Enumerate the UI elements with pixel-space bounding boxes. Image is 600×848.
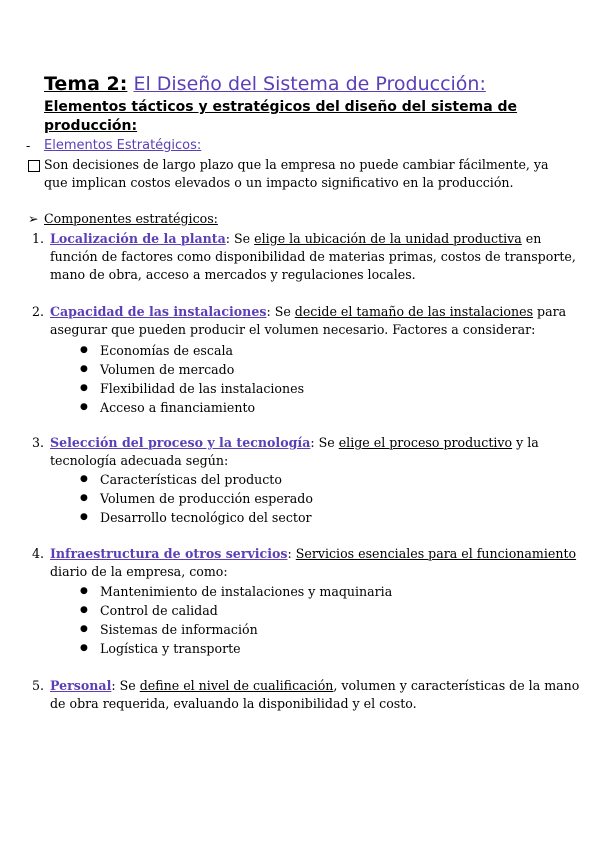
item-title-link[interactable]: Personal <box>50 678 112 693</box>
title-tema: Tema 2: <box>44 73 128 95</box>
list-item: ● Características del producto <box>80 470 313 489</box>
item-number: 2. <box>32 304 45 319</box>
list-item: ● Volumen de producción esperado <box>80 489 313 508</box>
item-number: 5. <box>32 678 45 693</box>
item-text: : Se <box>111 678 140 693</box>
list-item: ● Mantenimiento de instalaciones y maquinaria <box>80 582 392 601</box>
list-item: ● Volumen de mercado <box>80 360 304 379</box>
list-item-localizacion <box>50 230 586 284</box>
item-title-link[interactable]: Capacidad de las instalaciones <box>50 304 267 319</box>
item-number: 3. <box>32 435 45 450</box>
page-title <box>44 72 486 96</box>
item-number: 1. <box>32 231 45 246</box>
item-text: en función de factores como disponibilidad de materias primas, costos de transporte, mano de obra, acceso a mercados y regulaciones locales. <box>50 231 576 282</box>
list-item: ● Acceso a financiamiento <box>80 398 304 417</box>
title-link[interactable]: El Diseño del Sistema de Producción: <box>133 73 486 95</box>
item-text: y la tecnología adecuada según: <box>50 435 539 468</box>
item-key-phrase: elige el proceso productivo <box>338 435 513 450</box>
item-key-phrase: define el nivel de cualificación <box>139 678 334 693</box>
item-text: : Se <box>310 435 339 450</box>
item-text: para asegurar que pueden producir el volumen necesario. Factores a considerar: <box>50 304 567 337</box>
item-text: : Se <box>225 231 255 246</box>
arrow-bullet-icon: ➢ <box>28 211 39 226</box>
estrategicos-description: Son decisiones de largo plazo que la empresa no puede cambiar fácilmente, ya que implican costos elevados o un impacto significativo en la producción. <box>44 157 549 190</box>
list-item: ● Logística y transporte <box>80 639 392 658</box>
capacidad-factors-list <box>80 341 304 417</box>
list-item-capacidad <box>50 303 586 339</box>
item-title-link[interactable]: Selección del proceso y la tecnología <box>50 435 311 450</box>
item-key-phrase: Servicios esenciales para el funcionamiento <box>295 546 577 561</box>
item-text: : <box>287 546 296 561</box>
item-title-link[interactable]: Localización de la planta <box>50 231 226 246</box>
dash-bullet: - <box>26 138 31 153</box>
item-key-phrase: decide el tamaño de las instalaciones <box>294 304 534 319</box>
list-item-proceso <box>50 434 586 470</box>
item-text: : Se <box>266 304 295 319</box>
list-item: ● Desarrollo tecnológico del sector <box>80 508 313 527</box>
list-item-infraestructura <box>50 545 586 581</box>
item-key-phrase: elige la ubicación de la unidad productiva <box>254 231 522 246</box>
list-item: ● Flexibilidad de las instalaciones <box>80 379 304 398</box>
item-text: diario de la empresa, como: <box>50 564 228 579</box>
list-item: ● Control de calidad <box>80 601 392 620</box>
elementos-estrategicos-heading[interactable]: Elementos Estratégicos: <box>44 138 202 153</box>
checkbox-bullet-icon <box>28 160 40 172</box>
list-item-personal <box>50 677 586 713</box>
componentes-heading: Componentes estratégicos: <box>44 211 218 226</box>
item-title-link[interactable]: Infraestructura de otros servicios <box>50 546 288 561</box>
list-item: ● Sistemas de información <box>80 620 392 639</box>
item-number: 4. <box>32 546 45 561</box>
subtitle: Elementos tácticos y estratégicos del diseño del sistema de producción: <box>44 99 518 134</box>
item-text: , volumen y características de la mano de obra requerida, evaluando la disponibilidad y el costo. <box>50 678 580 711</box>
list-item: ● Economías de escala <box>80 341 304 360</box>
proceso-criteria-list <box>80 470 313 527</box>
infraestructura-services-list <box>80 582 392 658</box>
